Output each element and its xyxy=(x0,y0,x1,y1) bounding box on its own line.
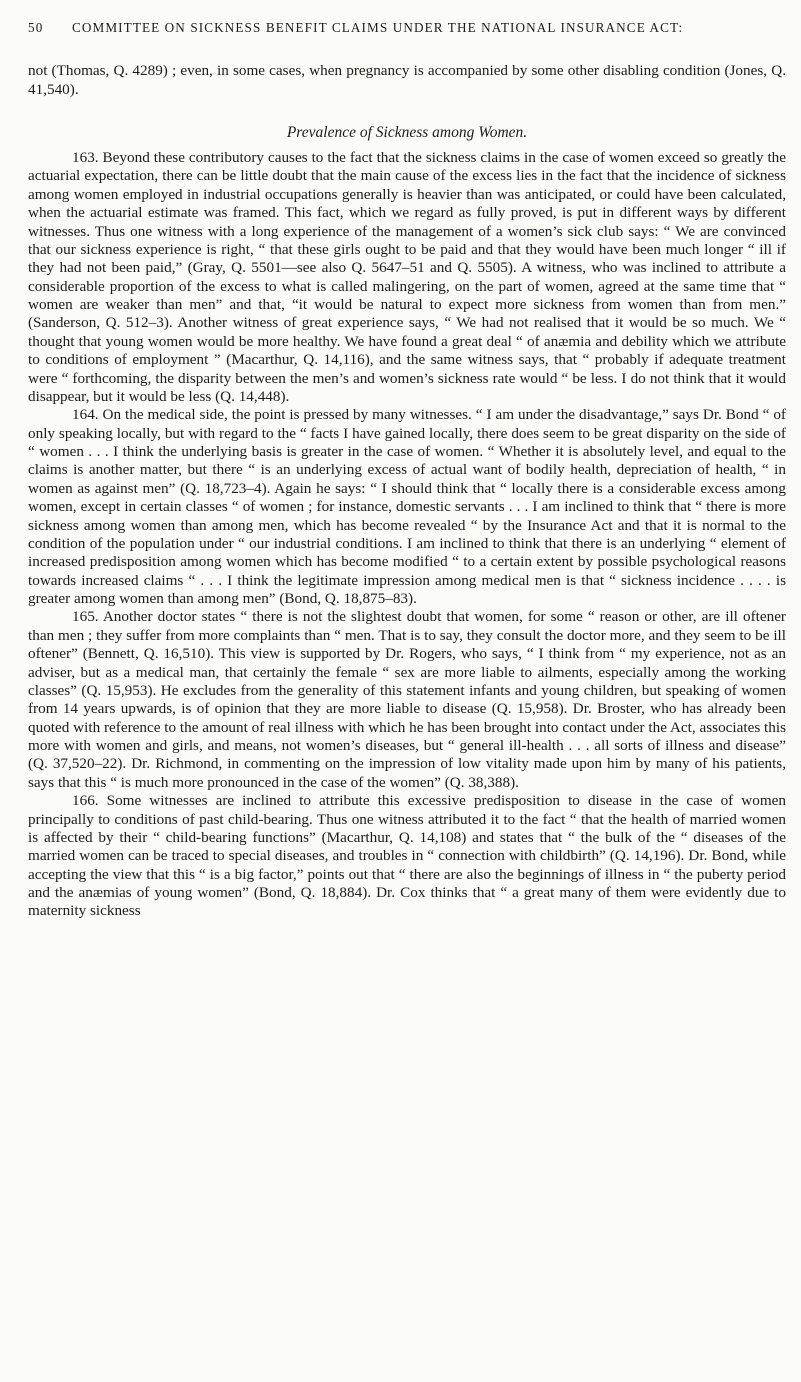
section-heading: Prevalence of Sickness among Women. xyxy=(286,124,528,141)
page-number: 50 xyxy=(28,20,44,35)
paragraph-164: 164. On the medical side, the point is pressed by many witnesses. “ I am under the disadvantage,” says Dr. Bond “ of only speaking locally, but with regard to the “ facts I have gained locally, there does seem to be great disparity on the side of “ women . . . I think the underlying basis is greater in the case of women. “ Whether it is absolutely level, and equal to the claims is another matter, but there “ is an underlying excess of actual want of bodily health, depreciation of health, “ in women as against men” (Q. 18,723–4). Again he says: “ I should think that “ locally there is a considerable excess among women, except in certain classes “ of women ; for instance, domestic servants . . . I am inclined to think that “ there is more sickness among women than among men, which has become revealed “ by the Insurance Act and that it is normal to the condition of the population under “ our industrial conditions. I am inclined to think that there is an underlying “ element of increased predisposition among women which has become modified “ to a certain extent by possible psychological reasons towards increased claims “ . . . I think the legitimate impression among medical men is that “ sickness incidence . . . . is greater among women than among men” (Bond, Q. 18,875–83). xyxy=(28,406,786,607)
document-page xyxy=(28,14,786,921)
paragraph-165: 165. Another doctor states “ there is not the slightest doubt that women, for some “ reason or other, are ill oftener than men ; they suffer from more complaints than “ men. That is to say, they consult the doctor more, and they seem to be ill oftener” (Bennett, Q. 16,510). This view is supported by Dr. Rogers, who says, “ I think from “ my experience, not as an adviser, but as a medical man, that certainly the female “ sex are more liable to ailments, especially among the working classes” (Q. 15,953). He excludes from the generality of this statement infants and young children, but speaking of women from 14 years upwards, is of opinion that they are more liable to disease (Q. 15,958). Dr. Broster, who has already been quoted with reference to the amount of real illness with which he has been brought into contact under the Act, associates this more with women and girls, and means, not women’s diseases, but “ general ill-health . . . all sorts of illness and disease” (Q. 37,520–22). Dr. Richmond, in commenting on the impression of low vitality made upon him by many of his patients, says that this “ is much more pronounced in the case of the women” (Q. 38,388). xyxy=(28,608,786,791)
paragraph-166: 166. Some witnesses are inclined to attribute this excessive predisposition to disease in the case of women principally to conditions of past child-bearing. Thus one witness attributed it to the fact “ that the health of married women is affected by their “ child-bearing functions” (Macarthur, Q. 14,108) and states that “ the bulk of the “ diseases of the married women can be traced to special diseases, and troubles in “ connection with childbirth” (Q. 14,196). Dr. Bond, while accepting the view that this “ is a big factor,” points out that “ there are also the beginnings of illness in “ the puberty period and the anæmias of young women” (Bond, Q. 18,884). Dr. Cox thinks that “ a great many of them were evidently due to maternity sickness xyxy=(28,792,786,920)
paragraph-163: 163. Beyond these contributory causes to the fact that the sickness claims in the case of women exceed so greatly the actuarial expectation, there can be little doubt that the main cause of the excess lies in the fact that the incidence of sickness among women employed in industrial occupations generally is heavier than was anticipated, or could have been calculated, when the actuarial estimate was framed. This fact, which we regard as fully proved, is put in different ways by different witnesses. Thus one witness with a long experience of the management of a women’s sick club says: “ We are convinced that our sickness experience is right, “ that these girls ought to be paid and that they would have been much longer “ ill if they had not been paid,” (Gray, Q. 5501—see also Q. 5647–51 and Q. 5505). A witness, who was inclined to attribute a considerable proportion of the excess to what is called malingering, on the part of women, agreed at the same time that “ women are weaker than men” and that, “it would be natural to expect more sickness from women than from men.” (Sanderson, Q. 512–3). Another witness of great experience says, “ We had not realised that it would be so much. We “ thought that young women would be more healthy. We have found a great deal “ of anæmia and debility which we attribute to conditions of employment ” (Macarthur, Q. 14,116), and the same witness says, that “ probably if adequate treatment were “ forthcoming, the disparity between the men’s and women’s sickness rate would “ be less. I do not think that it would disappear, but it would be less (Q. 14,448). xyxy=(28,149,786,405)
intro-text: not (Thomas, Q. 4289) ; even, in some cases, when pregnancy is accompanied by some other disabling condition (Jones, Q. 41,540). xyxy=(28,62,786,98)
running-header xyxy=(28,14,786,42)
running-title: COMMITTEE ON SICKNESS BENEFIT CLAIMS UNDER THE NATIONAL INSURANCE ACT: xyxy=(72,20,684,35)
